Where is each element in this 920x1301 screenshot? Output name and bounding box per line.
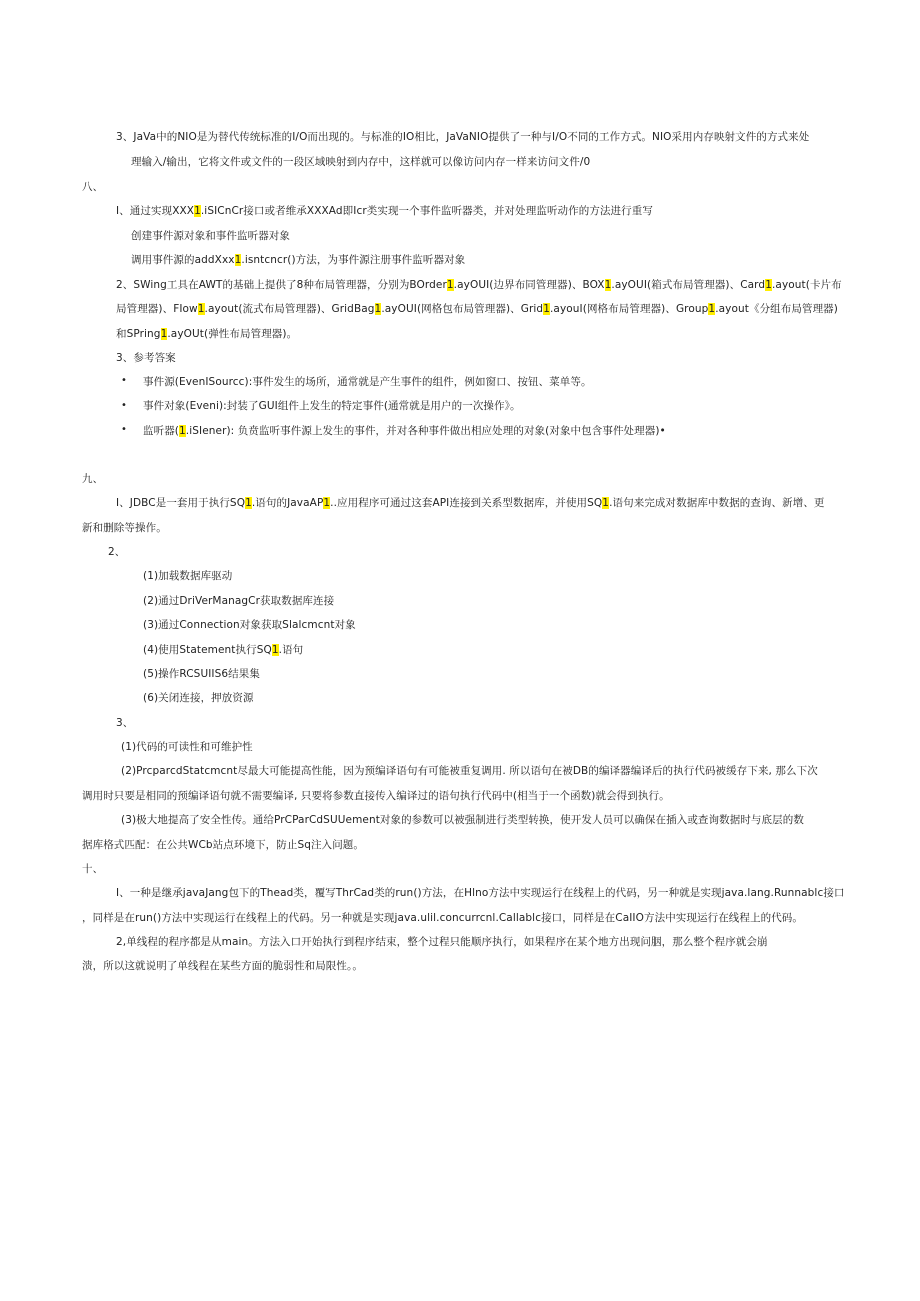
text-segment: 调用事件源的addXxx [131,254,235,266]
answer-line [116,302,838,316]
text-segment: (2)PrcparcdStatcmcnt尽最大可能提高性能，因为预编译语句有可能被重复调用. 所以语句在被DB的编译器编译后的执行代码被缓存下来, 那么下次 [121,765,818,777]
text-segment: .ayOUt(弹性布局管理器)。 [167,328,298,340]
highlighted-text: 1 [708,303,716,315]
bullet-marker: • [121,375,127,386]
text-segment: 事件对象(Eveni):封装了GUI组件上发生的特定事件(通常就是用户的一次操作》。 [143,400,521,412]
text-segment: .ayOUI(边界布同管理器)、BOX [453,279,605,291]
text-segment: 3、 [116,717,134,729]
text-segment: 2、SWing工具在AWT的基础上提供了8种布局管理器，分别为BOrder [116,279,447,291]
text-segment: .语句来完成对数据库中数据的查询、新增、更 [609,497,825,509]
answer-line [121,740,253,754]
step-item [143,667,260,681]
text-segment: (3)极大地提高了安全性传。通给PrCParCdSUUement对象的参数可以被强制进行类型转换，使开发人员可以确保在插入或查询数据时与底层的数 [121,814,804,826]
highlighted-text: 1 [271,644,279,656]
nio-para [131,155,590,169]
highlighted-text: 1 [160,328,168,340]
highlighted-text: 1 [602,497,610,509]
answer-line [116,716,133,730]
bullet-marker: • [121,424,127,435]
text-segment: 2,单线程的程序都是从main。方法入口开始执行到程序结束，整个过程只能顺序执行，如果程序在某个地方出现问胭，那么整个程序就会崩 [116,936,768,948]
answer-line [82,521,167,535]
text-segment: 据库格式匹配：在公共WCb站点环境下，防止Sq注入问题。 [82,839,365,851]
highlighted-text: 1 [179,425,186,437]
answer-line [131,253,465,267]
answer-line [82,959,363,973]
text-segment: 2、 [108,546,126,558]
text-segment: 3、JaVa中的NIO是为替代传统标准的I/O而出现的。与标准的IO相比，JaVaNIO提供了一种与I/O不同的工作方式。NIO采用内存映射文件的方式来处 [116,131,810,143]
text-segment: .ayOUI(网格包布局管理器)、Grid [381,303,544,315]
step-item [143,691,254,705]
text-segment: ..应用程序可通过这套API连接到关系型数据库，并使用SQ [330,497,603,509]
text-segment: 和SPring [116,328,161,340]
text-segment: ，同样是在run()方法中实现运行在线程上的代码。另一种就是实现java.ulil.concurrcnl.Callablc接口，同样是在CaIIO方法中实现运行在线程上的代码。 [82,912,803,924]
section-heading: 九、 [82,473,104,485]
step-item [143,594,334,608]
text-segment: .语句 [278,644,304,656]
step-item [143,618,356,632]
highlighted-text: 1 [197,303,205,315]
text-segment: .ayouI(网格布局管理器)、Group [549,303,709,315]
step-item [143,569,232,583]
text-segment: 新和删除等操作。 [82,522,167,534]
step-item [143,643,303,657]
bullet-item [143,399,521,413]
answer-line [116,278,842,292]
text-segment: (5)操作RCSUIIS6结果集 [143,668,260,680]
text-segment: 监听器( [143,425,179,437]
answer-line [82,838,364,852]
bullet-marker: • [121,400,127,411]
answer-line [116,496,825,510]
answer-line [116,935,768,949]
answer-line [82,789,670,803]
answer-line [121,764,818,778]
text-segment: (4)使用Statement执行SQ [143,644,272,656]
answer-line [116,327,297,341]
text-segment: .iSIener): 负贲监听事件源上发生的事件，并对各种事件做出相应处理的对象(对象中包含事件处理器)• [185,425,666,437]
highlighted-text: 1 [765,279,772,291]
highlighted-text: 1 [245,497,252,509]
bullet-item [143,424,666,438]
answer-line [121,813,804,827]
nio-para [116,130,809,144]
section-heading: 八、 [82,181,104,193]
text-segment: .ayOUI(箱式布局管理器)、Card [611,279,766,291]
highlighted-text: 1 [234,254,242,266]
text-segment: .语句的JavaAP [251,497,324,509]
text-segment: (2)通过DriVerManagCr获取数据库连接 [143,595,335,607]
answer-line [108,545,125,559]
text-segment: I、一种是继承javaJang包下的Thead类，覆写ThrCad类的run()方法，在Hlno方法中实现运行在线程上的代码，另一种就是实现java.lang.Runnablc接口 [116,887,845,899]
answer-line [116,886,845,900]
text-segment: (1)代码的可读性和可维护性 [121,741,253,753]
text-segment: 溃，所以这就说明了单线程在某些方面的脆弱性和局限性。。 [82,960,363,972]
text-segment: (3)通过Connection对象获取Slalcmcnt对象 [143,619,356,631]
text-segment: .isntcncr()方法，为事件源注册事件监听器对象 [241,254,466,266]
text-segment: I、通过实现XXX [116,205,195,217]
text-segment: 调用时只要是相同的预编译语句就不需要编译, 只要将参数直接传入编译过的语句执行代码中(相当于一个函数)就会得到执行。 [82,790,670,802]
section-heading: 十、 [82,863,104,875]
answer-line [116,204,653,218]
text-segment: .ayout(流式布局管理器)、GridBag [204,303,375,315]
highlighted-text: 1 [446,279,454,291]
highlighted-text: 1 [543,303,550,315]
text-segment: .ayout《分组布局管理器) [715,303,838,315]
highlighted-text: 1 [374,303,382,315]
text-segment: 创建事件源对象和事件监听器对象 [131,230,290,242]
answer-line [116,351,176,365]
text-segment: I、JDBC是一套用于执行SQ [116,497,246,509]
highlighted-text: 1 [323,497,331,509]
text-segment: 局管理器)、FIow [116,303,198,315]
bullet-item [143,375,592,389]
text-segment: .iSICnCr接口或者维承XXXAd即Icr类实现一个事件监听器类，并对处理监听动作的方法进行重写 [200,205,653,217]
answer-line [131,229,290,243]
text-segment: .ayout(卡片布 [771,279,842,291]
text-segment: 事件源(EvenISourcc):事件发生的场所，通常就是产生事件的组件，例如窗口、按钮、菜单等。 [143,376,592,388]
text-segment: 理输入/输出，它将文件或文件的一段区域映射到内存中，这样就可以像访问内存一样来访问文件/0 [131,156,591,168]
text-segment: (6)关闭连接，押放资源 [143,692,254,704]
highlighted-text: 1 [604,279,612,291]
answer-line [82,911,803,925]
text-segment: (1)加载数据库驱动 [143,570,233,582]
highlighted-text: 1 [194,205,201,217]
text-segment: 3、参考答案 [116,352,176,364]
